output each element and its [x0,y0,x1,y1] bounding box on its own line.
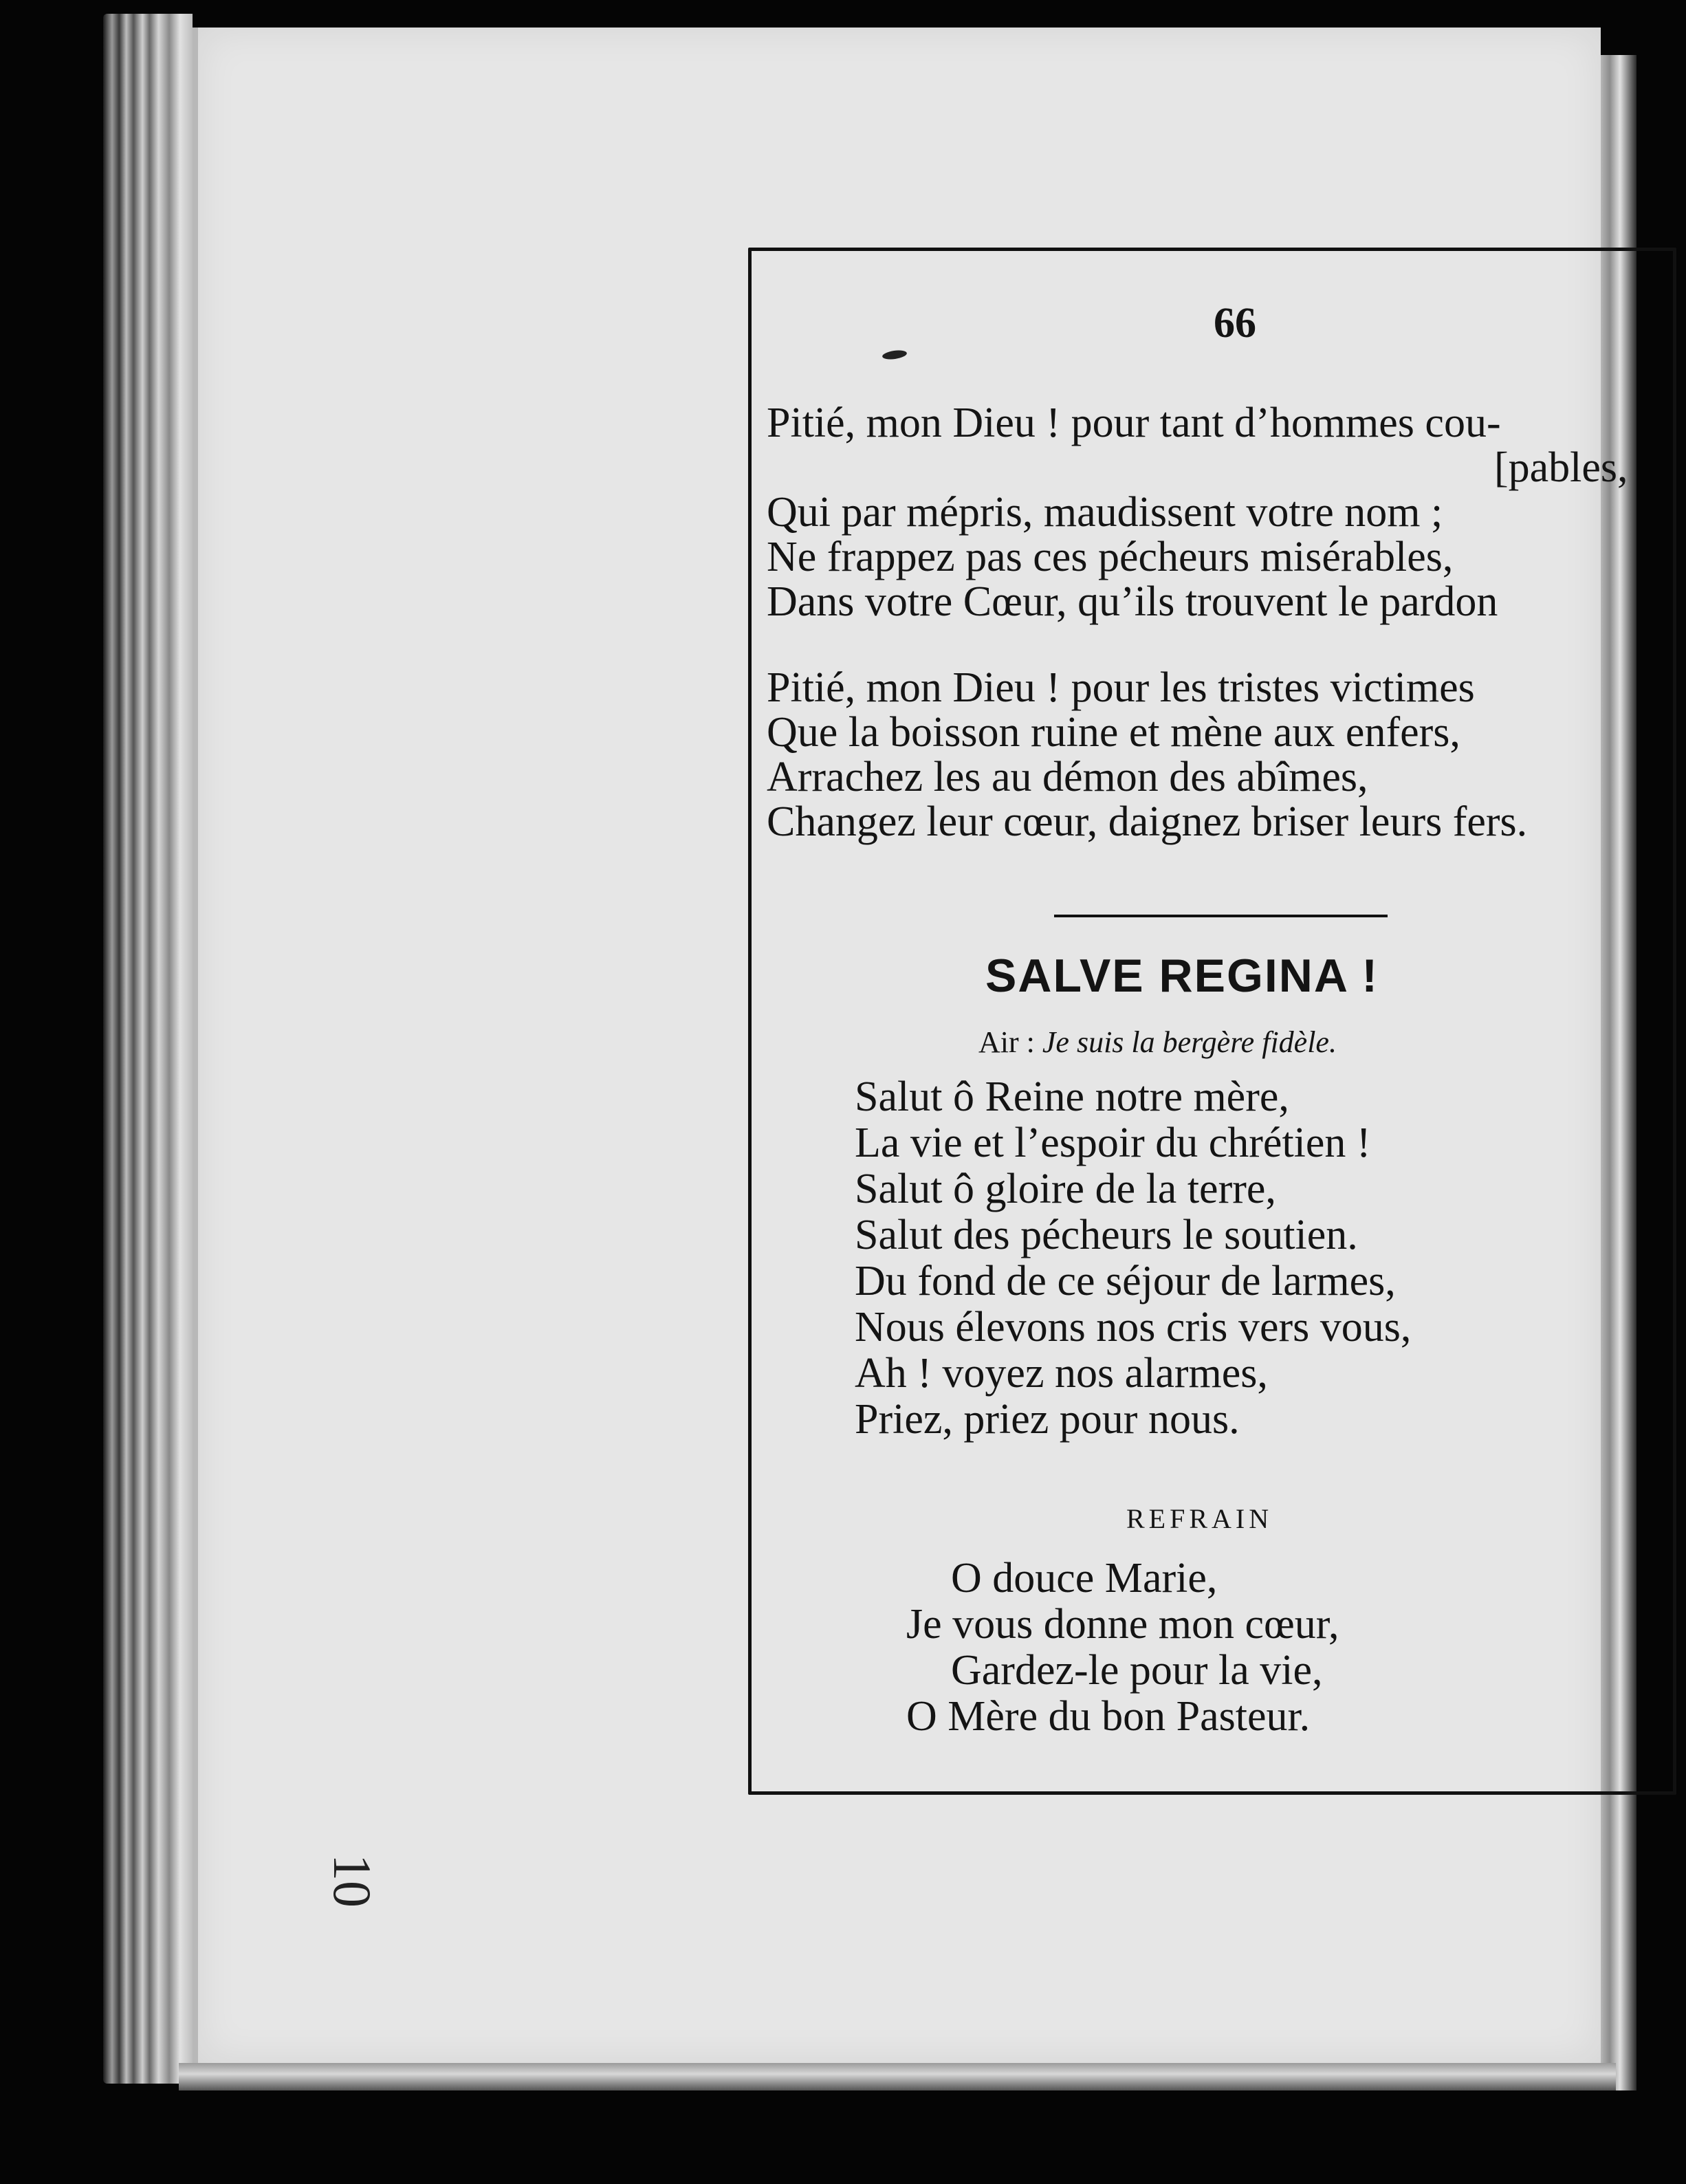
air-tune: Je suis la bergère fidèle. [1042,1025,1337,1059]
refrain-line-2: Je vous donne mon cœur, [906,1601,1339,1648]
verse-line-8: Priez, priez pour nous. [855,1396,1240,1443]
ink-smudge [882,349,907,361]
stanza-1-line-4: Ne frappez pas ces pécheurs misérables, [767,534,1454,580]
refrain-line-3: Gardez-le pour la vie, [951,1647,1323,1694]
printed-text-frame [748,248,1676,1795]
hymn-air [978,1025,1337,1060]
stanza-2-line-1: Pitié, mon Dieu ! pour les tristes victimes [767,664,1475,711]
verse-line-3: Salut ô gloire de la terre, [855,1166,1276,1212]
air-label: Air : [978,1025,1035,1059]
section-divider [1054,915,1388,917]
stanza-1-line-1: Pitié, mon Dieu ! pour tant d’hommes cou- [767,400,1501,446]
stanza-1-line-5: Dans votre Cœur, qu’ils trouvent le pardon [767,578,1498,625]
verse-line-4: Salut des pécheurs le soutien. [855,1212,1358,1258]
book-page-edge-bottom [179,2063,1616,2090]
stanza-1-line-2: [pables, [1494,444,1628,491]
page-number: 66 [1214,300,1256,347]
stanza-2-line-3: Arrachez les au démon des abîmes, [767,754,1368,800]
verse-line-6: Nous élevons nos cris vers vous, [855,1304,1412,1351]
verse-line-5: Du fond de ce séjour de larmes, [855,1258,1396,1304]
stanza-2-line-4: Changez leur cœur, daignez briser leurs fers. [767,798,1528,845]
margin-handwritten-mark: 10 [322,1854,382,1908]
verse-line-1: Salut ô Reine notre mère, [855,1073,1289,1120]
refrain-heading: REFRAIN [1126,1503,1273,1534]
hymn-title: SALVE REGINA ! [985,950,1379,1002]
refrain-line-4: O Mère du bon Pasteur. [906,1693,1311,1740]
verse-line-7: Ah ! voyez nos alarmes, [855,1350,1268,1397]
stanza-1-line-3: Qui par mépris, maudissent votre nom ; [767,489,1443,536]
book-page-edges-left [103,14,193,2084]
book-page [193,28,1628,2063]
stanza-2-line-2: Que la boisson ruine et mène aux enfers, [767,709,1460,756]
verse-line-2: La vie et l’espoir du chrétien ! [855,1120,1371,1166]
refrain-line-1: O douce Marie, [951,1555,1218,1602]
